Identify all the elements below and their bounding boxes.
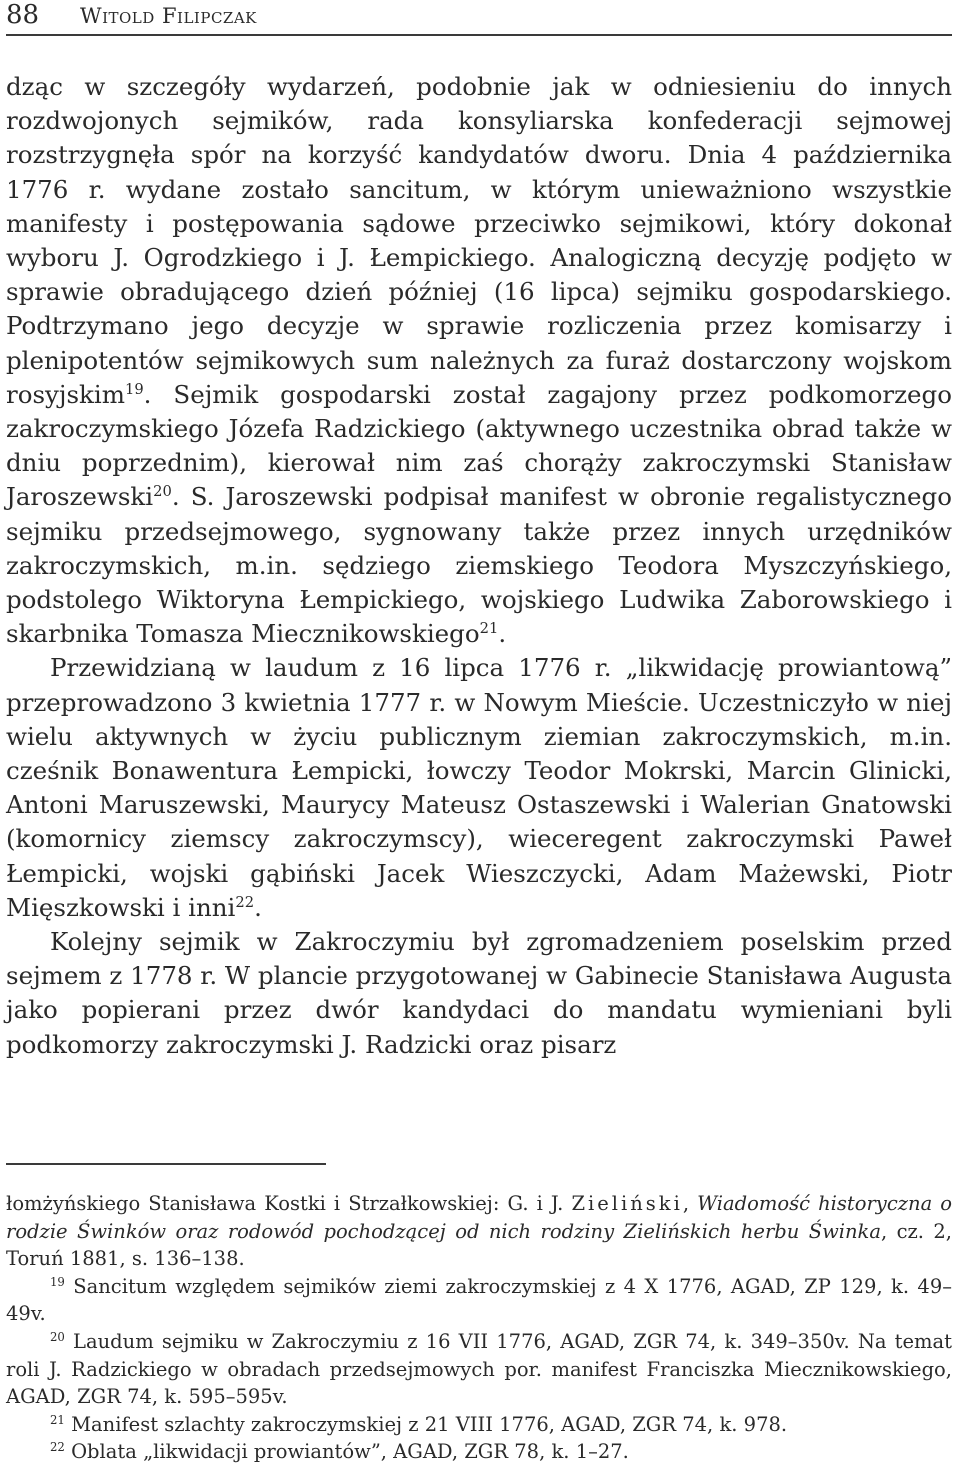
footnote-22: $^{22}$ Oblata „likwidacji prowiantów”, AGAD, ZGR 78, k. 1–27. bbox=[50, 1440, 629, 1464]
main-text bbox=[6, 70, 952, 1062]
running-head: Witold Filipczak bbox=[80, 4, 257, 28]
page-header bbox=[6, 0, 952, 36]
page-number: 88 bbox=[6, 0, 40, 30]
footnote-20: $^{20}$ Laudum sejmiku w Zakroczymiu z 16 VII 1776, AGAD, ZGR 74, k. 349–350v. Na temat roli J. Radzickiego w obradach przedsejmowych por. manifest Franciszka Miecznikowskiego, AGAD, ZGR 74, k. 595–595v. bbox=[6, 1329, 952, 1409]
paragraph-2: Przewidzianą w laudum z 16 lipca 1776 r. „likwidację prowiantową” przeprowadzono 3 kwietnia 1777 r. w Nowym Mieście. Uczestniczyło w niej wielu aktywnych w życiu publicznym ziemian zakroczymskich, m.in. cześnik Bonawentura Łempicki, łowczy Teodor Mokrski, Marcin Glinicki, Antoni Maruszewski, Maurycy Mateusz Ostaszewski i Walerian Gnatowski (komornicy ziemscy zakroczymscy), wieceregent zakroczymski Paweł Łempicki, wojski gąbiński Jacek Wieszczycki, Adam Mażewski, Piotr Mięszkowski i inni$^{22}$. bbox=[6, 653, 952, 922]
paragraph-1: dząc w szczegóły wydarzeń, podobnie jak w odniesieniu do innych rozdwojonych sejmików, rada konsyliarska konfederacji sejmowej rozstrzygnęła spór na korzyść kandydatów dworu. Dnia 4 października 1776 r. wydane zostało sancitum, w którym unieważniono wszystkie manifesty i postępowania sądowe przeciwko sejmikowi, który dokonał wyboru J. Ogrodzkiego i J. Łempickiego. Analogiczną decyzję podjęto w sprawie obradującego dzień później (16 lipca) sejmiku gospodarskiego. Podtrzymano jego decyzje w sprawie rozliczenia przez komisarzy i plenipotentów sejmikowych sum należnych za furaż dostarczony wojskom rosyjskim$^{19}$. Sejmik gospodarski został zagajony przez podkomorzego zakroczymskiego Józefa Radzickiego (aktywnego uczestnika obrad także w dniu poprzednim), kierował nim zaś chorąży zakroczymski Stanisław Jaroszewski$^{20}$. S. Jaroszewski podpisał manifest w obronie regalistycznego sejmiku przedsejmowego, sygnowany także przez innych urzędników zakroczymskich, m.in. sędziego ziemskiego Teodora Myszczyńskiego, podstolego Wiktoryna Łempickiego, wojskiego Ludwika Zaborowskiego i skarbnika Tomasza Miecznikowskiego$^{21}$. bbox=[6, 72, 952, 649]
footnote-21: $^{21}$ Manifest szlachty zakroczymskiej z 21 VIII 1776, AGAD, ZGR 74, k. 978. bbox=[50, 1412, 788, 1436]
footnote-ref-22: 22 bbox=[235, 894, 255, 912]
footnote-ref-21: 21 bbox=[479, 620, 499, 638]
footnote-19: $^{19}$ Sancitum względem sejmików ziemi zakroczymskiej z 4 X 1776, AGAD, ZP 129, k. 49–49v. bbox=[6, 1274, 952, 1326]
paragraph-3: Kolejny sejmik w Zakroczymiu był zgromadzeniem poselskim przed sejmem z 1778 r. W plancie przygotowanej w Gabinecie Stanisława Augusta jako popierani przez dwór kandydaci do mandatu wymieniani byli podkomorzy zakroczymski J. Radzicki oraz pisarz bbox=[6, 927, 952, 1059]
work-title: Wiadomość historyczna o rodzie Świnków oraz rodowód pochodzącej od nich rodziny Zielińskich herbu Świnka bbox=[6, 1192, 952, 1243]
footnotes bbox=[6, 1190, 952, 1466]
footnote-continuation: łomżyńskiego Stanisława Kostki i Strzałkowskiej: G. i J. Zieliński, Wiadomość historyczna o rodzie Świnków oraz rodowód pochodzącej od nich rodziny Zielińskich herbu Świnka, cz. 2, Toruń 1881, s. 136–138. bbox=[6, 1192, 953, 1271]
footnote-separator bbox=[6, 1163, 326, 1165]
footnote-ref-19: 19 bbox=[124, 381, 144, 399]
footnote-ref-20: 20 bbox=[153, 483, 172, 501]
author-name: Zieliński bbox=[571, 1192, 683, 1215]
